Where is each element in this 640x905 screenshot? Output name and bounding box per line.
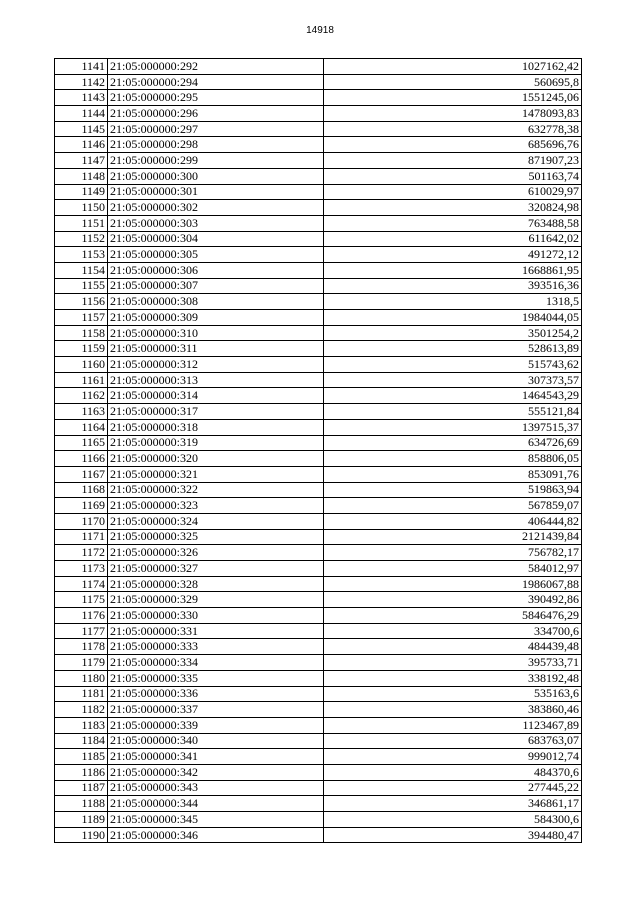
table-row — [55, 404, 582, 420]
cadastral-number-cell: 21:05:000000:334 — [108, 655, 324, 671]
table-row — [55, 231, 582, 247]
cadastral-number-cell: 21:05:000000:292 — [108, 59, 324, 75]
cadastral-number-cell: 21:05:000000:307 — [108, 278, 324, 294]
cadastral-number-cell: 21:05:000000:297 — [108, 121, 324, 137]
row-number-cell: 1161 — [55, 372, 108, 388]
row-number-cell: 1151 — [55, 215, 108, 231]
row-number-cell: 1170 — [55, 513, 108, 529]
cadastral-number-cell: 21:05:000000:322 — [108, 482, 324, 498]
cadastral-number-cell: 21:05:000000:298 — [108, 137, 324, 153]
table-row — [55, 545, 582, 561]
row-number-cell: 1147 — [55, 153, 108, 169]
row-number-cell: 1171 — [55, 529, 108, 545]
cadastral-value-cell: 406444,82 — [324, 513, 582, 529]
table-row — [55, 466, 582, 482]
cadastral-number-cell: 21:05:000000:318 — [108, 419, 324, 435]
cadastral-value-cell: 338192,48 — [324, 670, 582, 686]
cadastral-value-cell: 394480,47 — [324, 827, 582, 843]
cadastral-number-cell: 21:05:000000:342 — [108, 764, 324, 780]
cadastral-value-cell: 858806,05 — [324, 451, 582, 467]
row-number-cell: 1154 — [55, 262, 108, 278]
cadastral-value-cell: 307373,57 — [324, 372, 582, 388]
cadastral-number-cell: 21:05:000000:346 — [108, 827, 324, 843]
cadastral-value-cell: 611642,02 — [324, 231, 582, 247]
cadastral-number-cell: 21:05:000000:328 — [108, 576, 324, 592]
row-number-cell: 1165 — [55, 435, 108, 451]
cadastral-value-cell: 1123467,89 — [324, 717, 582, 733]
cadastral-value-cell: 610029,97 — [324, 184, 582, 200]
cadastral-value-cell: 683763,07 — [324, 733, 582, 749]
table-body — [55, 59, 582, 843]
table-row — [55, 623, 582, 639]
cadastral-value-cell: 555121,84 — [324, 404, 582, 420]
cadastral-value-cell: 634726,69 — [324, 435, 582, 451]
table-row — [55, 294, 582, 310]
table-row — [55, 168, 582, 184]
table-row — [55, 764, 582, 780]
row-number-cell: 1150 — [55, 200, 108, 216]
cadastral-value-cell: 390492,86 — [324, 592, 582, 608]
table-row — [55, 357, 582, 373]
table-row — [55, 262, 582, 278]
table-row — [55, 435, 582, 451]
row-number-cell: 1174 — [55, 576, 108, 592]
cadastral-value-cell: 383860,46 — [324, 702, 582, 718]
cadastral-value-cell: 1464543,29 — [324, 388, 582, 404]
cadastral-value-cell: 1551245,06 — [324, 90, 582, 106]
cadastral-number-cell: 21:05:000000:329 — [108, 592, 324, 608]
row-number-cell: 1179 — [55, 655, 108, 671]
table-row — [55, 812, 582, 828]
cadastral-value-cell: 560695,8 — [324, 74, 582, 90]
row-number-cell: 1186 — [55, 764, 108, 780]
cadastral-value-cell: 484439,48 — [324, 639, 582, 655]
table-row — [55, 733, 582, 749]
cadastral-value-cell: 756782,17 — [324, 545, 582, 561]
table-row — [55, 482, 582, 498]
table-row — [55, 59, 582, 75]
row-number-cell: 1177 — [55, 623, 108, 639]
table-row — [55, 561, 582, 577]
cadastral-number-cell: 21:05:000000:294 — [108, 74, 324, 90]
table-row — [55, 153, 582, 169]
row-number-cell: 1155 — [55, 278, 108, 294]
row-number-cell: 1175 — [55, 592, 108, 608]
cadastral-number-cell: 21:05:000000:306 — [108, 262, 324, 278]
cadastral-number-cell: 21:05:000000:312 — [108, 357, 324, 373]
cadastral-value-cell: 685696,76 — [324, 137, 582, 153]
cadastral-value-cell: 567859,07 — [324, 498, 582, 514]
cadastral-value-cell: 519863,94 — [324, 482, 582, 498]
cadastral-number-cell: 21:05:000000:305 — [108, 247, 324, 263]
row-number-cell: 1172 — [55, 545, 108, 561]
cadastral-value-cell: 1027162,42 — [324, 59, 582, 75]
table-row — [55, 121, 582, 137]
cadastral-number-cell: 21:05:000000:308 — [108, 294, 324, 310]
cadastral-value-cell: 999012,74 — [324, 749, 582, 765]
cadastral-value-cell: 277445,22 — [324, 780, 582, 796]
table-row — [55, 592, 582, 608]
row-number-cell: 1176 — [55, 608, 108, 624]
cadastral-number-cell: 21:05:000000:327 — [108, 561, 324, 577]
table-row — [55, 419, 582, 435]
cadastral-value-cell: 2121439,84 — [324, 529, 582, 545]
row-number-cell: 1157 — [55, 310, 108, 326]
row-number-cell: 1189 — [55, 812, 108, 828]
table-row — [55, 513, 582, 529]
cadastral-number-cell: 21:05:000000:314 — [108, 388, 324, 404]
cadastral-number-cell: 21:05:000000:345 — [108, 812, 324, 828]
table-row — [55, 498, 582, 514]
table-row — [55, 796, 582, 812]
cadastral-number-cell: 21:05:000000:321 — [108, 466, 324, 482]
cadastral-value-cell: 346861,17 — [324, 796, 582, 812]
cadastral-number-cell: 21:05:000000:333 — [108, 639, 324, 655]
row-number-cell: 1166 — [55, 451, 108, 467]
table-row — [55, 90, 582, 106]
row-number-cell: 1144 — [55, 106, 108, 122]
cadastral-value-cell: 1478093,83 — [324, 106, 582, 122]
cadastral-value-cell: 1318,5 — [324, 294, 582, 310]
row-number-cell: 1188 — [55, 796, 108, 812]
cadastral-value-cell: 528613,89 — [324, 341, 582, 357]
row-number-cell: 1168 — [55, 482, 108, 498]
table-row — [55, 137, 582, 153]
row-number-cell: 1149 — [55, 184, 108, 200]
row-number-cell: 1184 — [55, 733, 108, 749]
table-row — [55, 341, 582, 357]
cadastral-value-cell: 320824,98 — [324, 200, 582, 216]
cadastral-number-cell: 21:05:000000:319 — [108, 435, 324, 451]
cadastral-number-cell: 21:05:000000:323 — [108, 498, 324, 514]
table-row — [55, 749, 582, 765]
table-row — [55, 200, 582, 216]
table-row — [55, 702, 582, 718]
cadastral-number-cell: 21:05:000000:302 — [108, 200, 324, 216]
cadastral-number-cell: 21:05:000000:337 — [108, 702, 324, 718]
row-number-cell: 1190 — [55, 827, 108, 843]
cadastral-value-cell: 334700,6 — [324, 623, 582, 639]
cadastral-number-cell: 21:05:000000:343 — [108, 780, 324, 796]
cadastral-number-cell: 21:05:000000:335 — [108, 670, 324, 686]
cadastral-value-cell: 853091,76 — [324, 466, 582, 482]
row-number-cell: 1181 — [55, 686, 108, 702]
table-row — [55, 74, 582, 90]
cadastral-value-cell: 535163,6 — [324, 686, 582, 702]
cadastral-value-cell: 3501254,2 — [324, 325, 582, 341]
cadastral-number-cell: 21:05:000000:303 — [108, 215, 324, 231]
table-row — [55, 670, 582, 686]
cadastral-value-cell: 1668861,95 — [324, 262, 582, 278]
cadastral-number-cell: 21:05:000000:300 — [108, 168, 324, 184]
table-row — [55, 639, 582, 655]
row-number-cell: 1159 — [55, 341, 108, 357]
table-row — [55, 215, 582, 231]
cadastral-value-cell: 871907,23 — [324, 153, 582, 169]
row-number-cell: 1182 — [55, 702, 108, 718]
cadastral-value-cell: 1984044,05 — [324, 310, 582, 326]
cadastral-number-cell: 21:05:000000:344 — [108, 796, 324, 812]
row-number-cell: 1173 — [55, 561, 108, 577]
row-number-cell: 1160 — [55, 357, 108, 373]
cadastral-number-cell: 21:05:000000:301 — [108, 184, 324, 200]
cadastral-number-cell: 21:05:000000:299 — [108, 153, 324, 169]
row-number-cell: 1169 — [55, 498, 108, 514]
cadastral-number-cell: 21:05:000000:325 — [108, 529, 324, 545]
cadastral-number-cell: 21:05:000000:295 — [108, 90, 324, 106]
cadastral-number-cell: 21:05:000000:341 — [108, 749, 324, 765]
cadastral-number-cell: 21:05:000000:340 — [108, 733, 324, 749]
cadastral-number-cell: 21:05:000000:313 — [108, 372, 324, 388]
table-row — [55, 184, 582, 200]
row-number-cell: 1164 — [55, 419, 108, 435]
row-number-cell: 1153 — [55, 247, 108, 263]
page-number: 14918 — [306, 25, 334, 36]
row-number-cell: 1163 — [55, 404, 108, 420]
row-number-cell: 1178 — [55, 639, 108, 655]
row-number-cell: 1158 — [55, 325, 108, 341]
table-row — [55, 655, 582, 671]
row-number-cell: 1152 — [55, 231, 108, 247]
cadastral-number-cell: 21:05:000000:326 — [108, 545, 324, 561]
row-number-cell: 1180 — [55, 670, 108, 686]
cadastral-number-cell: 21:05:000000:330 — [108, 608, 324, 624]
table-row — [55, 247, 582, 263]
cadastral-value-cell: 491272,12 — [324, 247, 582, 263]
cadastral-number-cell: 21:05:000000:304 — [108, 231, 324, 247]
cadastral-number-cell: 21:05:000000:310 — [108, 325, 324, 341]
table-row — [55, 686, 582, 702]
cadastral-value-cell: 393516,36 — [324, 278, 582, 294]
cadastral-value-cell: 584012,97 — [324, 561, 582, 577]
cadastral-number-cell: 21:05:000000:331 — [108, 623, 324, 639]
row-number-cell: 1156 — [55, 294, 108, 310]
row-number-cell: 1141 — [55, 59, 108, 75]
table-row — [55, 388, 582, 404]
table-row — [55, 827, 582, 843]
row-number-cell: 1185 — [55, 749, 108, 765]
cadastral-value-cell: 5846476,29 — [324, 608, 582, 624]
row-number-cell: 1143 — [55, 90, 108, 106]
row-number-cell: 1162 — [55, 388, 108, 404]
cadastral-number-cell: 21:05:000000:309 — [108, 310, 324, 326]
row-number-cell: 1148 — [55, 168, 108, 184]
cadastral-number-cell: 21:05:000000:296 — [108, 106, 324, 122]
cadastral-number-cell: 21:05:000000:339 — [108, 717, 324, 733]
cadastral-value-cell: 584300,6 — [324, 812, 582, 828]
row-number-cell: 1145 — [55, 121, 108, 137]
cadastral-number-cell: 21:05:000000:320 — [108, 451, 324, 467]
table-row — [55, 780, 582, 796]
cadastral-number-cell: 21:05:000000:324 — [108, 513, 324, 529]
table-row — [55, 576, 582, 592]
cadastral-value-table — [54, 58, 582, 843]
row-number-cell: 1146 — [55, 137, 108, 153]
table-row — [55, 310, 582, 326]
table-row — [55, 278, 582, 294]
cadastral-value-cell: 763488,58 — [324, 215, 582, 231]
cadastral-number-cell: 21:05:000000:317 — [108, 404, 324, 420]
row-number-cell: 1142 — [55, 74, 108, 90]
table-row — [55, 106, 582, 122]
cadastral-value-cell: 632778,38 — [324, 121, 582, 137]
row-number-cell: 1183 — [55, 717, 108, 733]
table-row — [55, 325, 582, 341]
table-row — [55, 717, 582, 733]
cadastral-value-cell: 484370,6 — [324, 764, 582, 780]
table-row — [55, 529, 582, 545]
cadastral-value-cell: 515743,62 — [324, 357, 582, 373]
cadastral-value-cell: 1986067,88 — [324, 576, 582, 592]
cadastral-number-cell: 21:05:000000:336 — [108, 686, 324, 702]
row-number-cell: 1187 — [55, 780, 108, 796]
cadastral-value-cell: 501163,74 — [324, 168, 582, 184]
table-row — [55, 451, 582, 467]
table-row — [55, 608, 582, 624]
row-number-cell: 1167 — [55, 466, 108, 482]
cadastral-number-cell: 21:05:000000:311 — [108, 341, 324, 357]
cadastral-value-cell: 395733,71 — [324, 655, 582, 671]
cadastral-value-cell: 1397515,37 — [324, 419, 582, 435]
table-row — [55, 372, 582, 388]
